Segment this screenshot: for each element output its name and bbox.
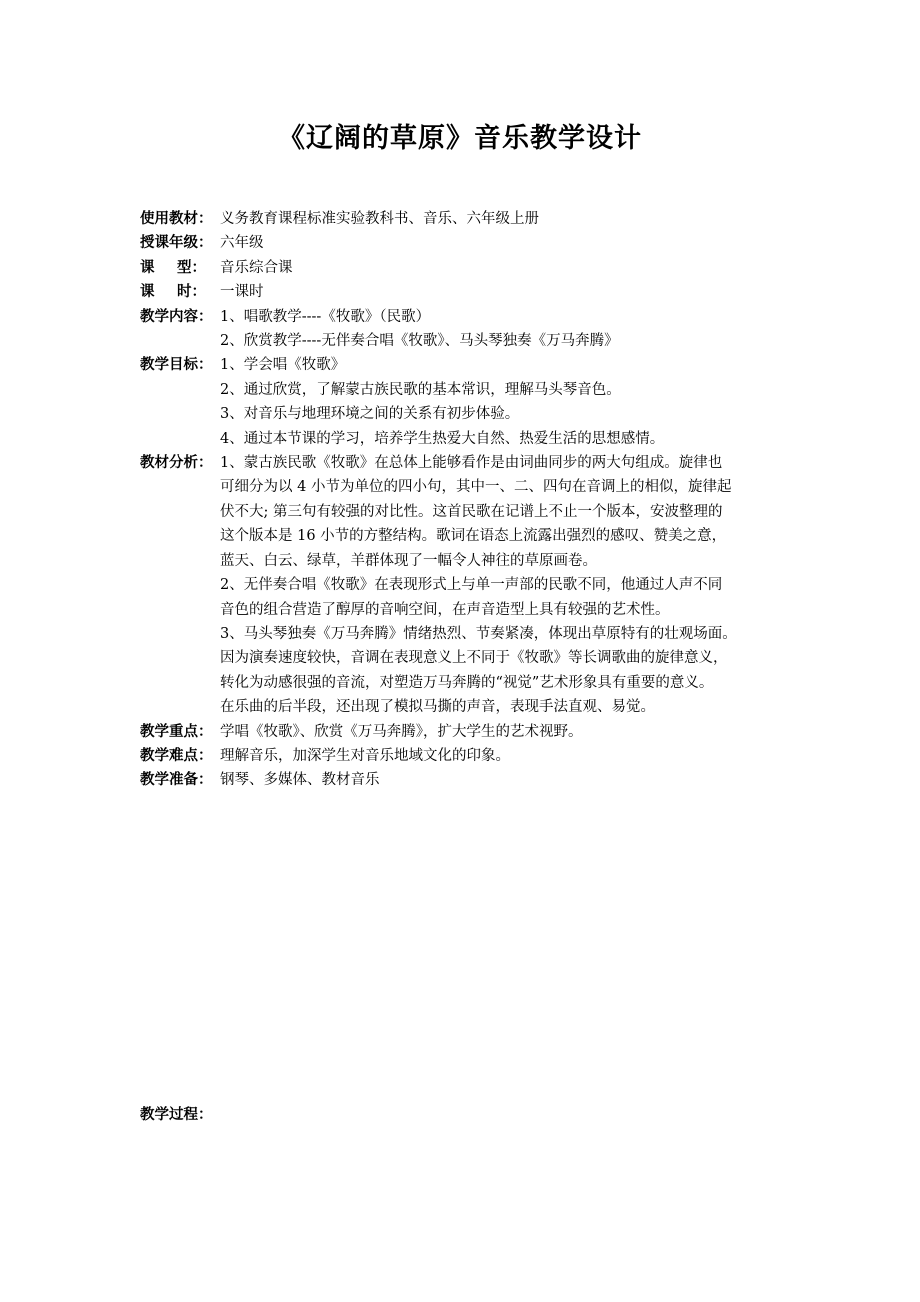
field-line: 因为演奏速度较快，音调在表现意义上不同于《牧歌》等长调歌曲的旋律意义， bbox=[220, 650, 728, 667]
field-line: 1、蒙古族民歌《牧歌》在总体上能够看作是由词曲同步的两大句组成。旋律也 bbox=[220, 455, 723, 472]
field-label-part: 课 bbox=[140, 283, 155, 301]
field-line: 伏不大; 第三句有较强的对比性。这首民歌在记谱上不止一个版本，安波整理的 bbox=[220, 503, 723, 520]
field-analysis bbox=[140, 451, 800, 719]
field-value bbox=[220, 451, 800, 719]
field-line: 转化为动感很强的音流，对塑造万马奔腾的“视觉”艺术形象具有重要的意义。 bbox=[220, 674, 714, 691]
field-grade bbox=[140, 231, 800, 255]
field-label bbox=[140, 256, 220, 280]
field-line: 义务教育课程标准实验教科书、音乐、六年级上册 bbox=[220, 211, 539, 227]
field-label: 教学难点： bbox=[140, 746, 213, 764]
lesson-info bbox=[140, 207, 800, 793]
field-label-part: 课 bbox=[140, 258, 155, 276]
field-label-part: 时： bbox=[177, 283, 206, 301]
field-type bbox=[140, 256, 800, 280]
field-line: 2、通过欣赏，了解蒙古族民歌的基本常识，理解马头琴音色。 bbox=[220, 381, 621, 398]
document-title: 《辽阔的草原》音乐教学设计 bbox=[278, 123, 642, 154]
field-line: 3、马头琴独奏《万马奔腾》情绪热烈、节奏紧凑，体现出草原特有的壮观场面。 bbox=[220, 625, 737, 642]
field-line: 3、对音乐与地理环境之间的关系有初步体验。 bbox=[220, 406, 520, 423]
field-line: 音乐综合课 bbox=[220, 259, 293, 276]
field-difficulties bbox=[140, 744, 800, 768]
field-line: 1、唱歌教学----《牧歌》（民歌） bbox=[220, 308, 431, 325]
field-line: 这个版本是 16 小节的方整结构。歌词在语态上流露出强烈的感叹、赞美之意， bbox=[220, 528, 727, 545]
field-value bbox=[220, 207, 800, 231]
field-content bbox=[140, 305, 800, 354]
teaching-process-heading: 教学过程： bbox=[140, 1106, 213, 1123]
field-line: 2、无伴奏合唱《牧歌》在表现形式上与单一声部的民歌不同，他通过人声不同 bbox=[220, 577, 723, 594]
field-value bbox=[220, 720, 800, 744]
field-label: 教学准备： bbox=[140, 771, 213, 789]
field-line: 4、通过本节课的学习，培养学生热爱大自然、热爱生活的思想感情。 bbox=[220, 430, 665, 447]
field-line: 可细分为以 4 小节为单位的四小句，其中一、二、四句在音调上的相似，旋律起 bbox=[220, 479, 732, 496]
field-value bbox=[220, 744, 800, 768]
field-line: 理解音乐，加深学生对音乐地域文化的印象。 bbox=[220, 747, 510, 764]
field-line: 1、学会唱《牧歌》 bbox=[220, 357, 346, 374]
field-line: 六年级 bbox=[220, 235, 264, 252]
field-line: 音色的组合营造了醇厚的音响空间，在声音造型上具有较强的艺术性。 bbox=[220, 601, 670, 618]
field-line: 学唱《牧歌》、欣赏《万马奔腾》，扩大学生的艺术视野。 bbox=[220, 723, 583, 740]
field-value bbox=[220, 256, 800, 280]
field-line: 在乐曲的后半段，还出现了模拟马撕的声音，表现手法直观、易觉。 bbox=[220, 699, 655, 716]
field-label-part: 型： bbox=[177, 258, 206, 276]
field-label: 授课年级： bbox=[140, 234, 213, 252]
field-time bbox=[140, 280, 800, 304]
field-line: 2、欣赏教学----无伴奏合唱《牧歌》、马头琴独奏《万马奔腾》 bbox=[220, 333, 619, 350]
field-label: 使用教材： bbox=[140, 210, 213, 227]
field-value bbox=[220, 768, 800, 792]
field-value bbox=[220, 353, 800, 451]
field-line: 蓝天、白云、绿草，羊群体现了一幅令人神往的草原画卷。 bbox=[220, 552, 597, 569]
field-goals bbox=[140, 353, 800, 451]
field-label: 教学目标： bbox=[140, 356, 213, 374]
field-label: 教材分析： bbox=[140, 454, 213, 472]
field-value bbox=[220, 231, 800, 255]
field-label: 教学重点： bbox=[140, 722, 213, 740]
field-line: 钢琴、多媒体、教材音乐 bbox=[220, 772, 380, 789]
field-material bbox=[140, 207, 800, 231]
field-label: 教学内容： bbox=[140, 307, 213, 325]
field-line: 一课时 bbox=[220, 284, 264, 301]
field-preparation bbox=[140, 768, 800, 792]
field-value bbox=[220, 305, 800, 354]
field-label bbox=[140, 280, 220, 304]
field-value bbox=[220, 280, 800, 304]
field-keypoints bbox=[140, 720, 800, 744]
